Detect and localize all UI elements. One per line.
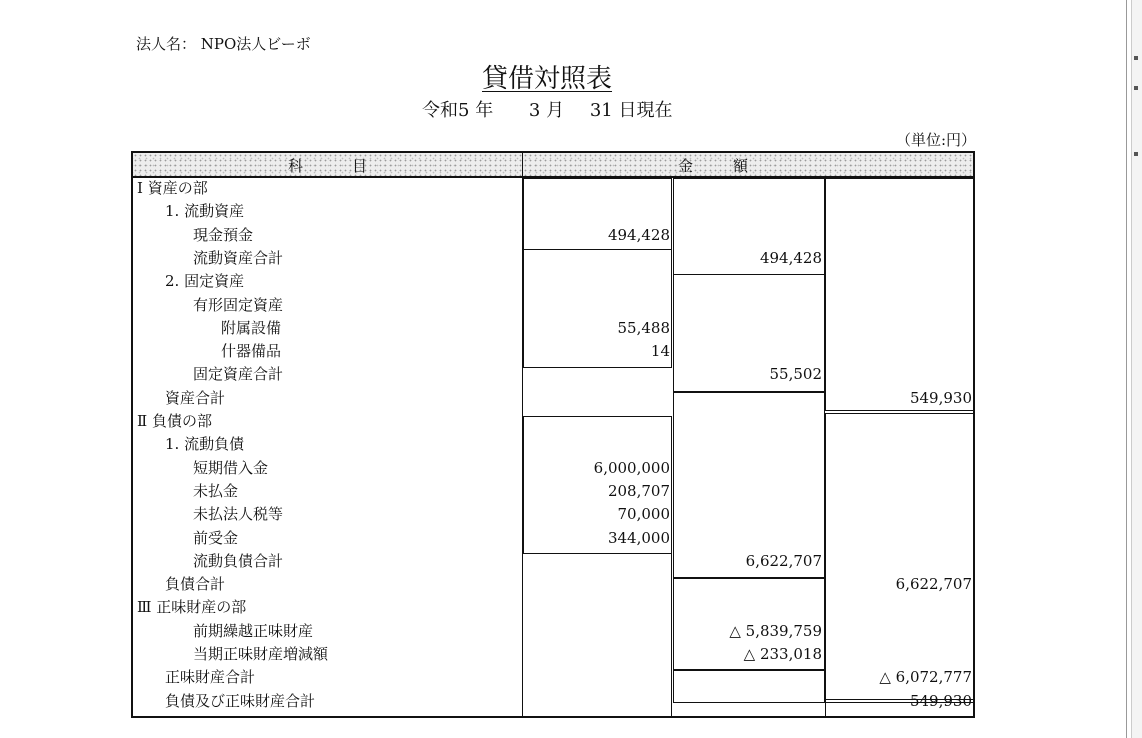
header-item-char-2: 目	[352, 157, 368, 175]
row-label: 流動負債合計	[193, 551, 284, 570]
row-label: 負債及び正味財産合計	[165, 691, 316, 710]
col2-box	[673, 670, 825, 703]
row-label: 什器備品	[221, 342, 282, 361]
row-label: 2. 固定資産	[165, 272, 245, 291]
row-label: 固定資産合計	[193, 365, 284, 384]
amount-col2: 6,622,707	[745, 551, 822, 570]
col3-right-line	[974, 703, 975, 716]
row-label: 資産合計	[165, 388, 226, 407]
page-right-edge	[1126, 0, 1127, 738]
header-item-char-1: 科	[288, 157, 304, 175]
balance-sheet-table	[131, 151, 975, 718]
amount-col1: 14	[650, 342, 670, 361]
col3-box	[825, 413, 975, 703]
row-label: 附属設備	[221, 318, 282, 337]
as-of-date	[422, 96, 672, 122]
row-label: Ⅱ 負債の部	[137, 412, 212, 430]
header-item	[133, 153, 523, 178]
document-title: 貸借対照表	[482, 64, 613, 94]
amount-col3: 549,930	[909, 691, 972, 710]
header-amount	[523, 153, 973, 178]
row-label: 正味財産合計	[165, 668, 256, 687]
date-era: 令和5	[422, 100, 470, 121]
date-month: 3	[528, 100, 541, 121]
amount-col3: △ 6,072,777	[879, 668, 972, 687]
corporation-label: 法人名：	[136, 35, 197, 53]
scroll-marker	[1134, 86, 1138, 90]
amount-col1: 70,000	[617, 505, 670, 524]
unit-label: （単位:円）	[896, 131, 977, 149]
amount-col1: 208,707	[607, 481, 670, 500]
amount-col2: △ 233,018	[743, 645, 822, 663]
amount-col1: 494,428	[607, 225, 670, 244]
row-label: 1. 流動負債	[165, 435, 245, 454]
row-label: 前期繰越正味財産	[193, 621, 314, 640]
amount-col3: 6,622,707	[895, 575, 972, 594]
row-label: 負債合計	[165, 575, 226, 594]
header-amount-char-2: 額	[733, 157, 749, 175]
row-label: 前受金	[193, 528, 239, 547]
row-label: 未払金	[193, 481, 239, 500]
amount-col2: 55,502	[769, 365, 822, 384]
row-label: Ⅰ 資産の部	[137, 179, 208, 197]
row-label: 当期正味財産増減額	[193, 645, 329, 663]
date-month-unit: 月	[546, 100, 565, 121]
date-year-unit: 年	[475, 100, 494, 121]
date-day: 31	[589, 100, 613, 121]
col3-box	[825, 178, 975, 411]
corporation-name: NPO法人ビーボ	[200, 35, 311, 53]
amount-col2: △ 5,839,759	[729, 621, 822, 640]
scroll-marker	[1134, 152, 1138, 156]
amount-col1: 6,000,000	[593, 458, 670, 477]
row-label: 有形固定資産	[193, 295, 284, 314]
scroll-marker	[1134, 56, 1138, 60]
scroll-rail[interactable]	[1131, 0, 1142, 738]
amount-col1: 344,000	[607, 528, 670, 547]
row-label: 現金預金	[193, 225, 254, 244]
col1-right-line	[671, 553, 672, 716]
amount-col2: 494,428	[759, 248, 822, 267]
row-label: 未払法人税等	[193, 505, 284, 524]
row-label: Ⅲ 正味財産の部	[137, 598, 247, 617]
corporation-line	[136, 33, 311, 54]
row-label: 短期借入金	[193, 458, 269, 477]
row-label: 流動資産合計	[193, 248, 284, 267]
amount-col1: 55,488	[617, 318, 670, 337]
amount-col3: 549,930	[909, 388, 972, 407]
header-amount-char-1: 金	[678, 157, 694, 175]
row-label: 1. 流動資産	[165, 202, 245, 221]
date-day-suffix: 日現在	[618, 100, 673, 121]
